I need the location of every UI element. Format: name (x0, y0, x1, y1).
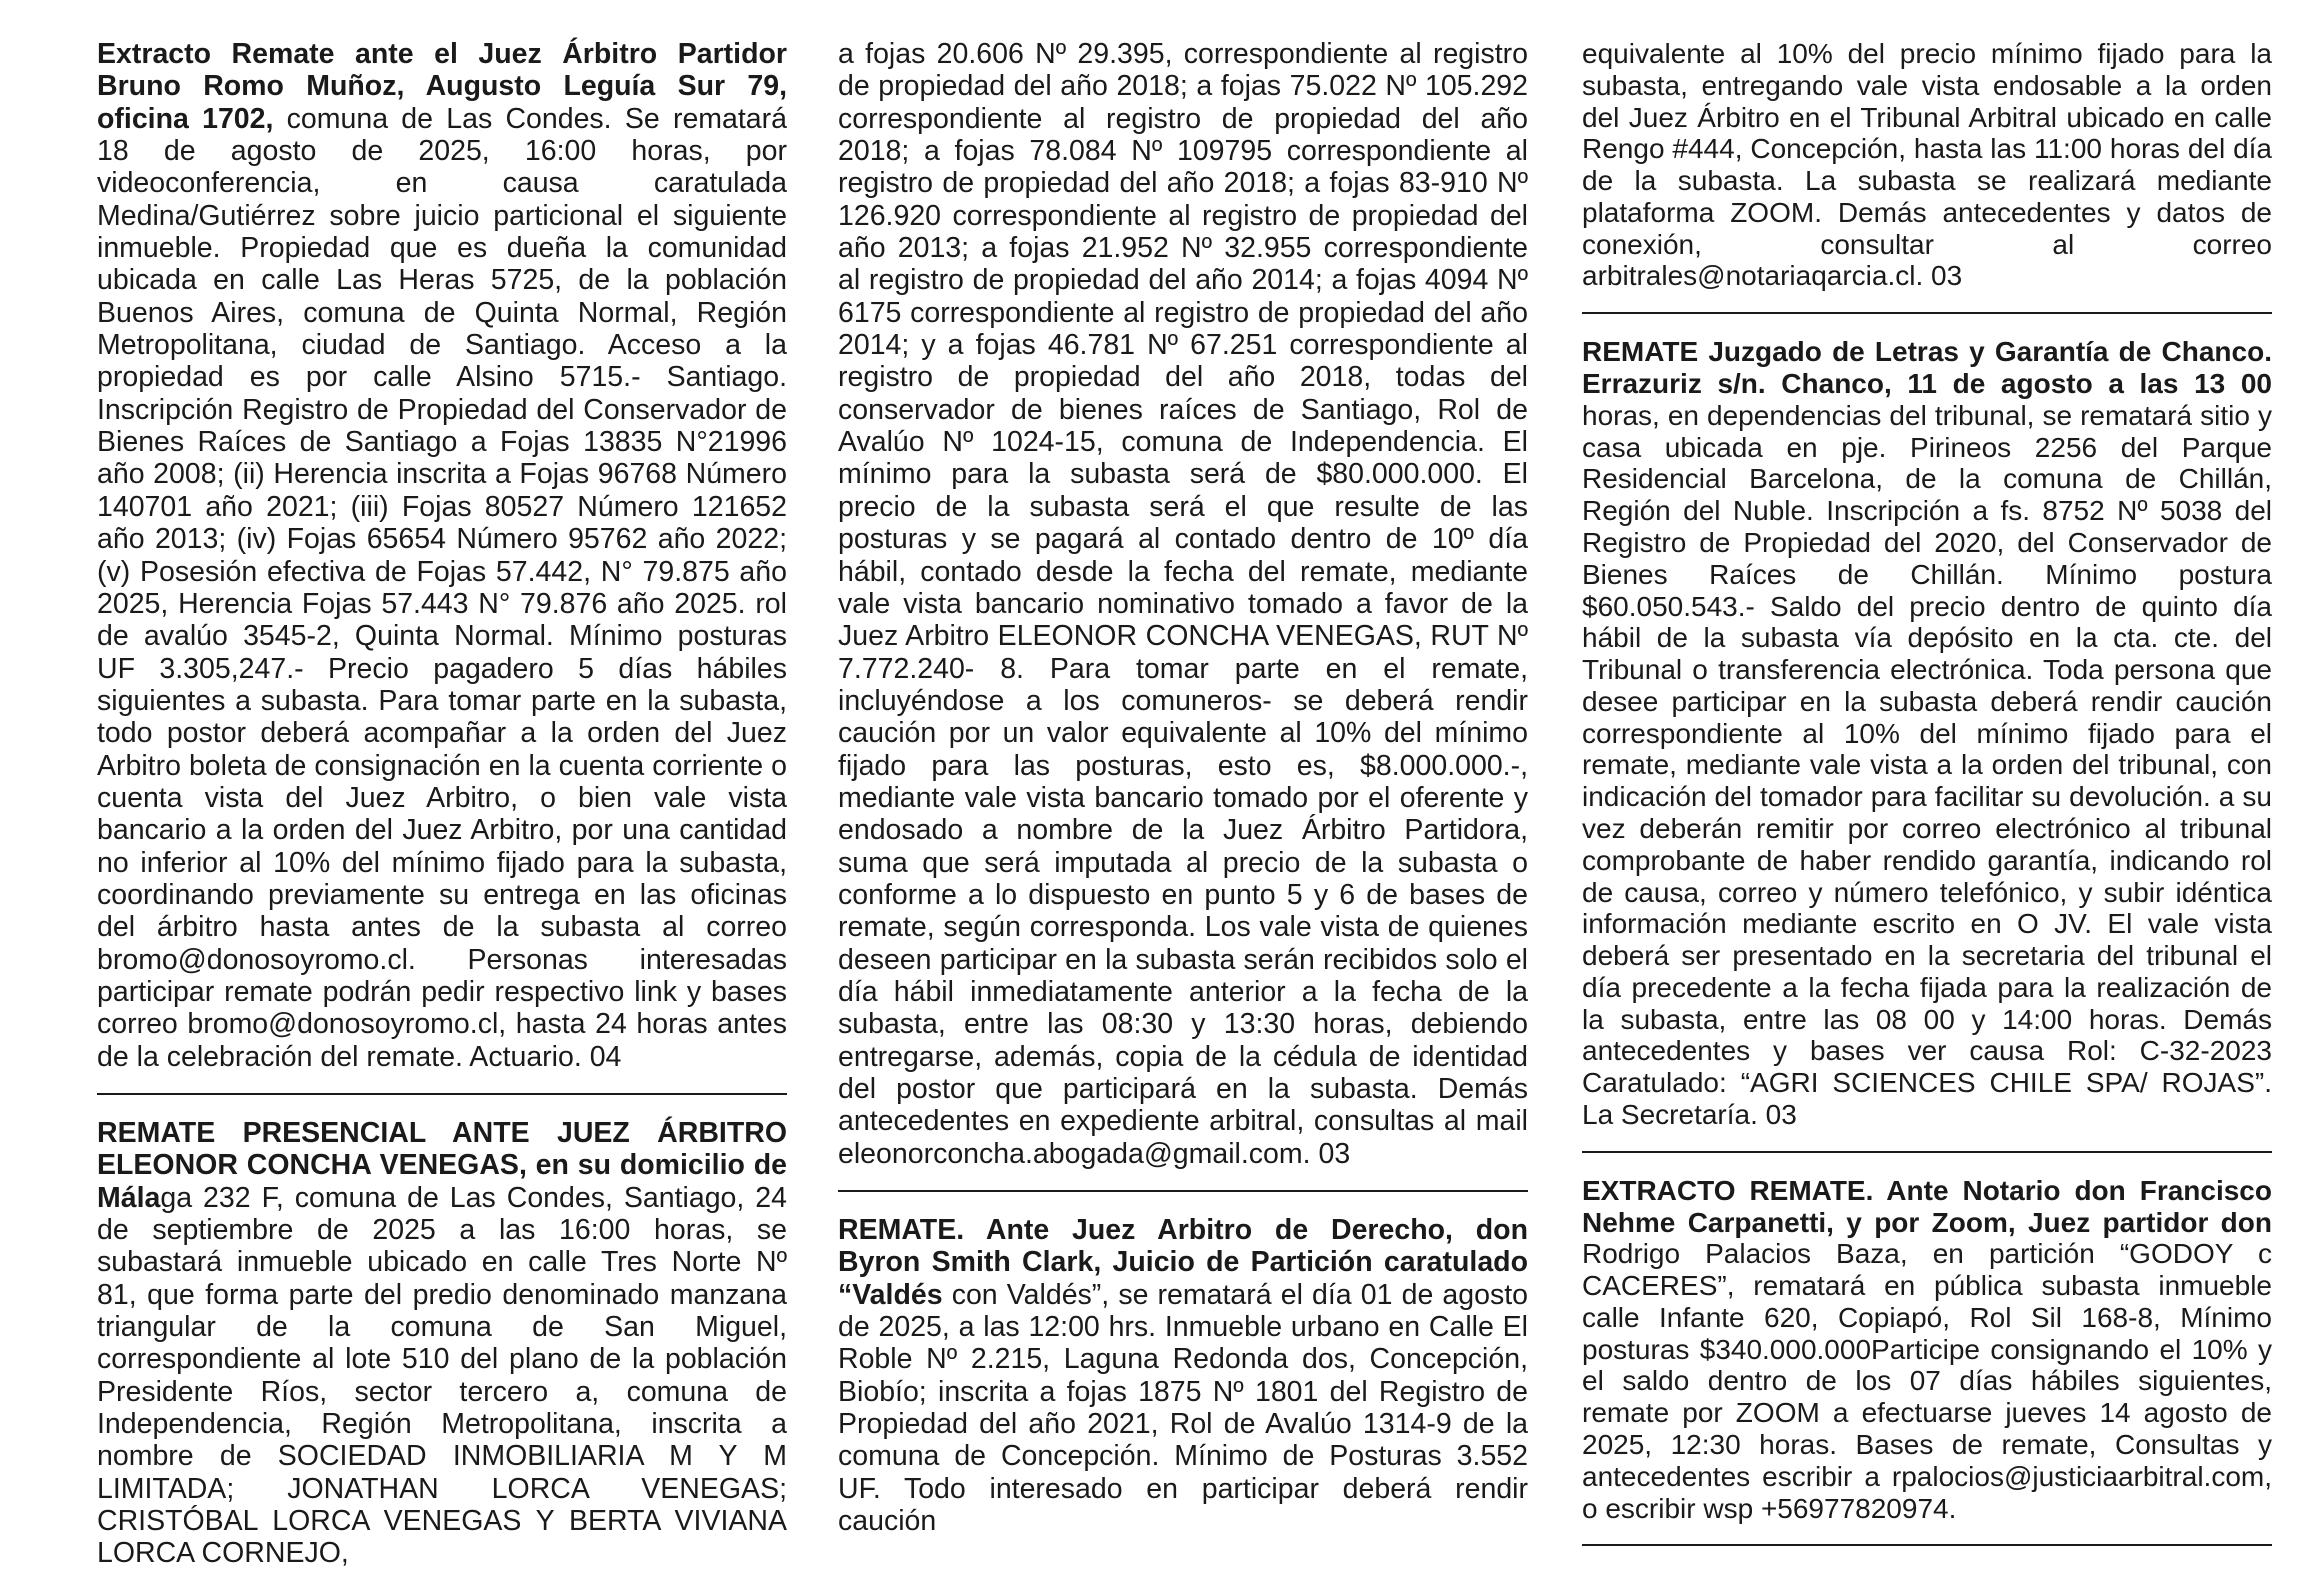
notice-divider (838, 1190, 1528, 1192)
notice-divider (1582, 1151, 2272, 1153)
notice-lead: EXTRACTO REMATE. Ante Notario don Francisco Nehme Carpanetti, y por Zoom, Juez partidor don (1582, 1174, 2272, 1238)
notice-lead: REMATE PRESENCIAL ANTE JUEZ ÁRBITRO ELEONOR CONCHA VENEGAS, en su domicilio de Mála (97, 1117, 787, 1214)
notice-body: ga 232 F, comuna de Las Condes, Santiago, 24 de septiembre de 2025 a las 16:00 horas, se subastará inmueble ubicado en calle Tres Norte Nº 81, que forma parte del predio denominado manzana triangular de la comuna de San Miguel, correspondiente al lote 510 del plano de la población Presidente Ríos, sector tercero a, comuna de Independencia, Región Metropolitana, inscrita a nombre de SOCIEDAD INMOBILIARIA M Y M LIMITADA; JONATHAN LORCA VENEGAS; CRISTÓBAL LORCA VENEGAS Y BERTA VIVIANA LORCA CORNEJO, (97, 1181, 787, 1570)
notice-divider (1582, 1544, 2272, 1546)
notice-remate-romo-munoz (97, 38, 787, 1073)
notice-remate-concha-venegas (97, 1117, 787, 1570)
notice-remate-smith-clark-cont (1582, 38, 2272, 292)
notice-divider (97, 1093, 787, 1095)
notice-lead: REMATE Juzgado de Letras y Garantía de Chanco. Errazuriz s/n. Chanco, 11 de agosto a las 13 00 (1582, 336, 2272, 400)
column-2 (838, 38, 1528, 1537)
notice-body: equivalente al 10% del precio mínimo fijado para la subasta, entregando vale vista endosable a la orden del Juez Árbitro en el Tribunal Arbitral ubicado en calle Rengo #444, Concepción, hasta las 11:00 horas del día de la subasta. La subasta se realizará mediante plataforma ZOOM. Demás antecedentes y datos de conexión, consultar al correo arbitrales@notariaqarcia.cl. 03 (1582, 38, 2272, 292)
column-3 (1582, 38, 2272, 1568)
notice-body: a fojas 20.606 Nº 29.395, correspondiente al registro de propiedad del año 2018; a fojas 75.022 Nº 105.292 correspondiente al registro de propiedad del año 2018; a fojas 78.084 Nº 109795 correspondiente al registro de propiedad del año 2018; a fojas 83-910 Nº 126.920 correspondiente al registro de propiedad del año 2013; a fojas 21.952 Nº 32.955 correspondiente al registro de propiedad del año 2014; a fojas 4094 Nº 6175 correspondiente al registro de propiedad del año 2014; y a fojas 46.781 Nº 67.251 correspondiente al registro de propiedad del año 2018, todas del conservador de bienes raíces de Santiago, Rol de Avalúo Nº 1024-15, comuna de Independencia. El mínimo para la subasta será de $80.000.000. El precio de la subasta será el que resulte de las posturas y se pagará al contado dentro de 10º día hábil, contado desde la fecha del remate, mediante vale vista bancario nominativo tomado a favor de la Juez Arbitro ELEONOR CONCHA VENEGAS, RUT Nº 7.772.240- 8. Para tomar parte en el remate, incluyéndose a los comuneros- se deberá rendir caución por un valor equivalente al 10% del mínimo fijado para las posturas, esto es, $8.000.000.-, mediante vale vista bancario tomado por el oferente y endosado a nombre de la Juez Árbitro Partidora, suma que será imputada al precio de la subasta o conforme a lo dispuesto en punto 5 y 6 de bases de remate, según corresponda. Los vale vista de quienes deseen participar en la subasta serán recibidos solo el día hábil inmediatamente anterior a la fecha de la subasta, entre las 08:30 y 13:30 horas, debiendo entregarse, además, copia de la cédula de identidad del postor que participará en la subasta. Demás antecedentes en expediente arbitral, consultas al mail eleonorconcha.abogada@gmail.com. 03 (838, 38, 1528, 1170)
notice-lead: Extracto Remate ante el Juez Árbitro Partidor Bruno Romo Muñoz, Augusto Leguía Sur 79, oficina 1702, (97, 38, 787, 135)
notice-body: con Valdés”, se rematará el día 01 de agosto de 2025, a las 12:00 hrs. Inmueble urbano en Calle El Roble Nº 2.215, Laguna Redonda dos, Concepción, Biobío; inscrita a fojas 1875 Nº 1801 del Registro de Propiedad del año 2021, Rol de Avalúo 1314-9 de la comuna de Concepción. Mínimo de Posturas 3.552 UF. Todo interesado en participar deberá rendir caución (838, 1278, 1528, 1538)
notice-lead: REMATE. Ante Juez Arbitro de Derecho, don Byron Smith Clark, Juicio de Partición caratulado “Valdés (838, 1214, 1528, 1311)
notice-remate-copiapo (1582, 1175, 2272, 1525)
notice-body: comuna de Las Condes. Se rematará 18 de agosto de 2025, 16:00 horas, por videoconferencia, en causa caratulada Medina/Gutiérrez sobre juicio particional el siguiente inmueble. Propiedad que es dueña la comunidad ubicada en calle Las Heras 5725, de la población Buenos Aires, comuna de Quinta Normal, Región Metropolitana, ciudad de Santiago. Acceso a la propiedad es por calle Alsino 5715.- Santiago. Inscripción Registro de Propiedad del Conservador de Bienes Raíces de Santiago a Fojas 13835 N°21996 año 2008; (ii) Herencia inscrita a Fojas 96768 Número 140701 año 2021; (iii) Fojas 80527 Número 121652 año 2013; (iv) Fojas 65654 Número 95762 año 2022; (v) Posesión efectiva de Fojas 57.442, N° 79.875 año 2025, Herencia Fojas 57.443 N° 79.876 año 2025. rol de avalúo 3545-2, Quinta Normal. Mínimo posturas UF 3.305,247.- Precio pagadero 5 días hábiles siguientes a subasta. Para tomar parte en la subasta, todo postor deberá acompañar a la orden del Juez Arbitro boleta de consignación en la cuenta corriente o cuenta vista del Juez Arbitro, o bien vale vista bancario a la orden del Juez Arbitro, por una cantidad no inferior al 10% del mínimo fijado para la subasta, coordinando previamente su entrega en las oficinas del árbitro hasta antes de la subasta al correo bromo@donosoyromo.cl. Personas interesadas participar remate podrán pedir respectivo link y bases correo bromo@donosoyromo.cl, hasta 24 horas antes de la celebración del remate. Actuario. 04 (97, 102, 787, 1073)
notice-remate-smith-clark (838, 1214, 1528, 1537)
notice-divider (1582, 312, 2272, 314)
notice-remate-concha-venegas-cont (838, 38, 1528, 1170)
notice-body: horas, en dependencias del tribunal, se rematará sitio y casa ubicada en pje. Pirineos 2256 del Parque Residencial Barcelona, de la comuna de Chillán, Región del Nuble. Inscripción a fs. 8752 Nº 5038 del Registro de Propiedad del 2020, del Conservador de Bienes Raíces de Chillán. Mínimo postura $60.050.543.- Saldo del precio dentro de quinto día hábil de la subasta vía depósito en la cta. cte. del Tribunal o transferencia electrónica. Toda persona que desee participar en la subasta deberá rendir caución correspondiente al 10% del mínimo fijado para el remate, mediante vale vista a la orden del tribunal, con indicación del tomador para facilitar su devolución. a su vez deberán remitir por correo electrónico al tribunal comprobante de haber rendido garantía, indicando rol de causa, correo y número telefónico, y subir idéntica información mediante escrito en O JV. El vale vista deberá ser presentado en la secretaria del tribunal el día precedente a la fecha fijada para la realización de la subasta, entre las 08 00 y 14:00 horas. Demás antecedentes y bases ver causa Rol: C-32-2023 Caratulado: “AGRI SCIENCES CHILE SPA/ ROJAS”. La Secretaría. 03 (1582, 399, 2272, 1130)
notice-remate-chanco (1582, 336, 2272, 1131)
column-1 (97, 38, 787, 1570)
notice-body: Rodrigo Palacios Baza, en partición “GODOY c CACERES”, rematará en pública subasta inmueble calle Infante 620, Copiapó, Rol Sil 168-8, Mínimo posturas $340.000.000Participe consignando el 10% y el saldo dentro de los 07 días hábiles siguientes, remate por ZOOM a efectuarse jueves 14 agosto de 2025, 12:30 horas. Bases de remate, Consultas y antecedentes escribir a rpalocios@justiciaarbitral.com, o escribir wsp +56977820974. (1582, 1238, 2272, 1524)
